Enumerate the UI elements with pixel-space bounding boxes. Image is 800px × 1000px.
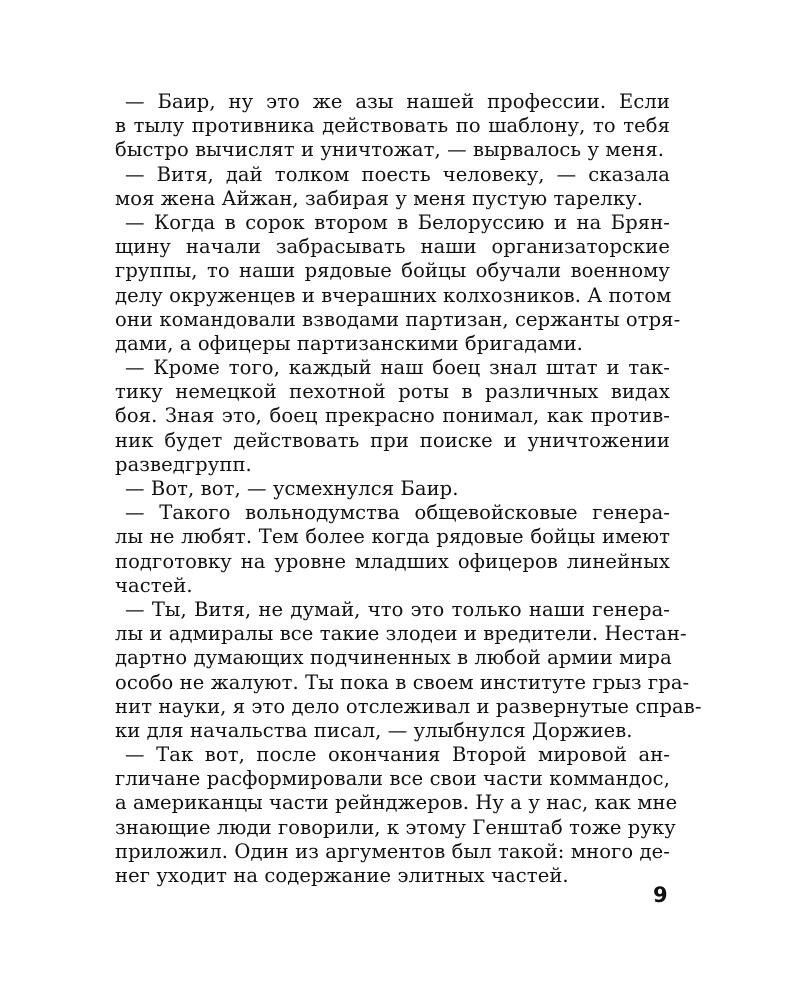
text-line: в тылу противника действовать по шаблону, то тебя (115, 114, 670, 138)
text-line: нит науки, я это дело отслеживал и развернутые справ- (115, 694, 702, 718)
text-line: дами, а офицеры партизанскими бригадами. (115, 331, 583, 355)
text-line: тику немецкой пехотной роты в различных видах (115, 380, 670, 404)
text-line: знающие люди говорили, к этому Генштаб тоже руку (115, 815, 676, 839)
text-line: дартно думающих подчиненных в любой армии мира (115, 646, 672, 670)
text-line: лы не любят. Тем более когда рядовые бойцы имеют (115, 525, 670, 549)
text-line: делу окруженцев и вчерашних колхозников. А потом (115, 283, 672, 307)
text-line: быстро вычислят и уничтожат, — вырвалось у меня. (115, 138, 665, 162)
text-line: ник будет действовать при поиске и уничтожении (115, 428, 670, 452)
text-line: подготовку на уровне младших офицеров линейных (115, 549, 670, 573)
text-line: — Вот, вот, — усмехнулся Баир. (125, 477, 459, 500)
page-number: 9 (653, 883, 668, 907)
text-line: — Такого вольнодумства общевойсковые генера- (125, 501, 670, 525)
text-line: ки для начальства писал, — улыбнулся Доржиев. (115, 718, 633, 742)
text-line: — Витя, дай толком поесть человеку, — сказала (125, 162, 670, 186)
text-line: а американцы части рейнджеров. Ну а у нас, как мне (115, 791, 678, 815)
text-line: лы и адмиралы все такие злодеи и вредители. Нестан- (115, 622, 687, 646)
text-line: особо не жалуют. Ты пока в своем институте грыз гра- (115, 670, 690, 694)
text-line: частей. (115, 573, 193, 597)
text-line: — Так вот, после окончания Второй мировой ан- (125, 743, 670, 767)
text-line: щину начали забрасывать наши организаторские (115, 235, 670, 259)
text-line: — Ты, Витя, не думай, что это только наши генера- (125, 597, 670, 621)
text-line: нег уходит на содержание элитных частей. (115, 864, 569, 887)
text-line: они командовали взводами партизан, сержанты отря- (115, 307, 681, 331)
text-line: приложил. Один из аргументов был такой: много де- (115, 839, 670, 863)
text-line: группы, то наши рядовые бойцы обучали военному (115, 259, 670, 283)
text-line: гличане расформировали все свои части коммандос, (115, 767, 670, 791)
text-line: — Баир, ну это же азы нашей профессии. Если (125, 90, 670, 113)
text-line: боя. Зная это, боец прекрасно понимал, как против- (115, 404, 670, 428)
body-text (115, 90, 702, 888)
text-line: разведгрупп. (115, 452, 252, 476)
text-line: — Когда в сорок втором в Белоруссию и на Брян- (125, 210, 670, 234)
text-line: моя жена Айжан, забирая у меня пустую тарелку. (115, 186, 644, 210)
text-line: — Кроме того, каждый наш боец знал штат и так- (125, 356, 670, 380)
